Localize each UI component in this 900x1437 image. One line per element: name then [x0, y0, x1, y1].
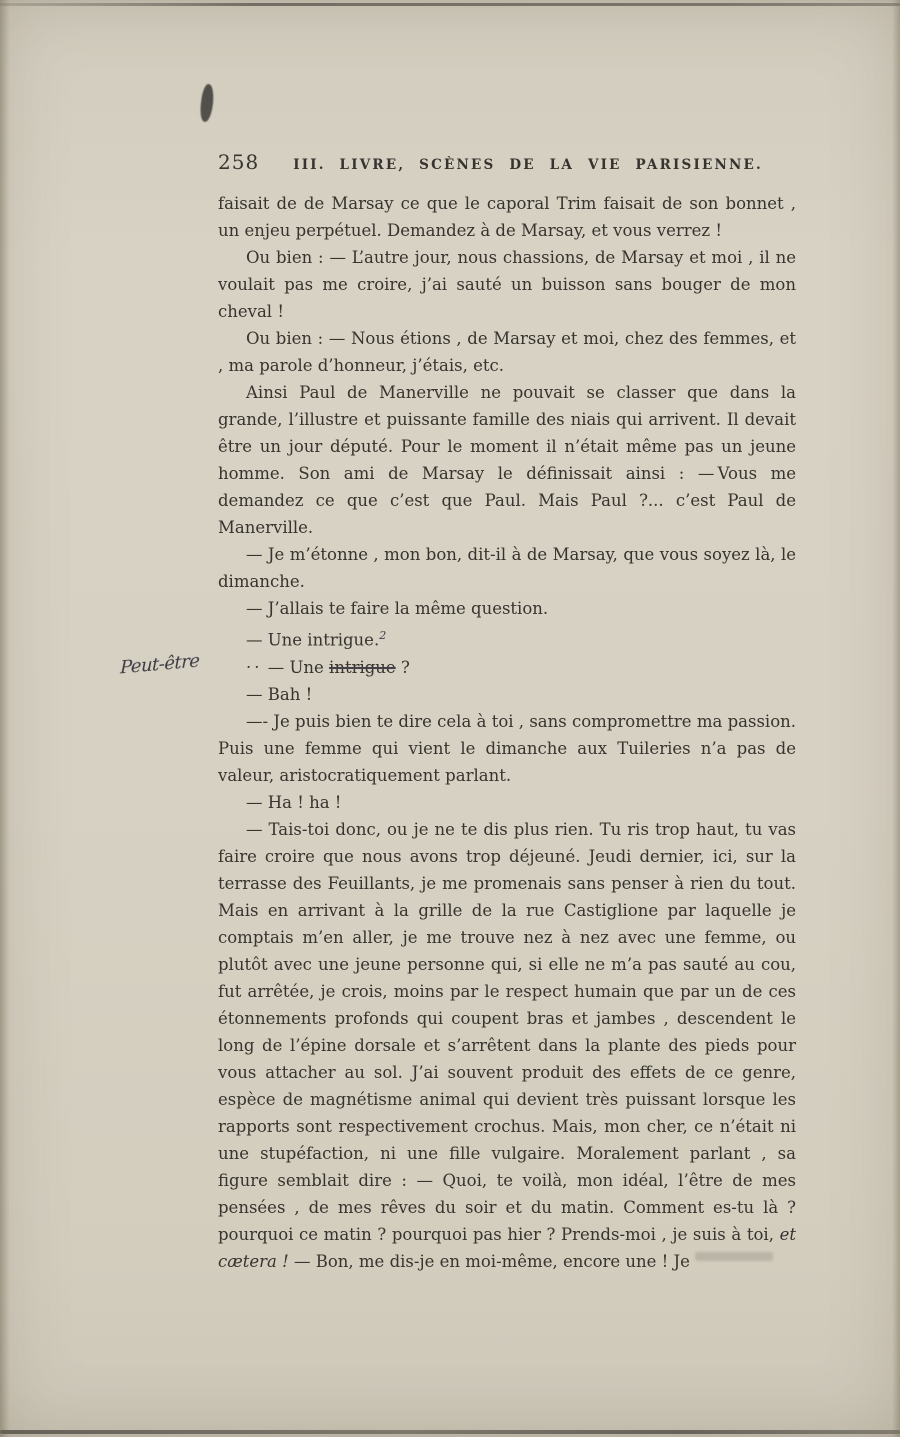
paragraph	[218, 708, 796, 789]
text-segment: Ou bien : — Nous étions , de Marsay et moi, chez des femmes, et , ma parole d’honneur, j’étais, etc.	[218, 329, 796, 375]
running-header: III. LIVRE, SCÈNES DE LA VIE PARISIENNE.	[293, 157, 763, 173]
paragraph	[218, 622, 796, 654]
text-segment: — Je m’étonne , mon bon, dit-il à de Marsay, que vous soyez là, le dimanche.	[218, 545, 796, 591]
paragraph	[218, 244, 796, 325]
text-segment: — Bon, me dis-je en moi-même, encore une ! Je	[288, 1251, 690, 1271]
text-segment: ?	[395, 657, 410, 677]
paragraph	[119, 649, 796, 681]
text-segment: ··	[246, 657, 263, 677]
text-segment: Ou bien : — L’autre jour, nous chassions, de Marsay et moi , il ne voulait pas me croire, j’ai sauté un buisson sans bouger de mon cheval !	[218, 248, 796, 321]
scan-edge-left	[0, 0, 10, 1437]
page-content	[119, 150, 796, 1275]
text-segment: — Ha ! ha !	[246, 792, 342, 812]
scan-edge-top	[0, 3, 900, 6]
paragraph	[218, 379, 796, 541]
text-segment: 2	[379, 629, 387, 642]
text-segment: — Une intrigue.	[246, 630, 380, 650]
body-text	[119, 190, 796, 1275]
paragraph	[218, 681, 796, 708]
scan-edge-right	[892, 0, 900, 1437]
paragraph	[218, 789, 796, 816]
paragraph	[218, 595, 796, 622]
paragraph	[218, 325, 796, 379]
handwritten-margin-note: Peut-être	[119, 649, 200, 679]
paragraph	[218, 816, 796, 1275]
scan-edge-bottom	[0, 1430, 900, 1434]
text-segment: — Une	[262, 657, 330, 677]
text-segment: — Bah !	[246, 684, 313, 704]
paragraph	[218, 190, 796, 244]
text-segment: — J’allais te faire la même question.	[246, 599, 549, 618]
text-segment: —- Je puis bien te dire cela à toi , sans compromettre ma passion. Puis une femme qui vient le dimanche aux Tuileries n’a pas de valeur, aristocratiquement parlant.	[218, 711, 796, 785]
text-segment: faisait de de Marsay ce que le caporal Trim faisait de son bonnet , un enjeu perpétuel. Demandez à de Marsay, et vous verrez !	[218, 194, 796, 240]
page-number: 258	[218, 150, 260, 174]
corner-ink-mark	[199, 83, 216, 122]
text-segment: et cætera !	[218, 1224, 796, 1271]
text-segment: Ainsi Paul de Manerville ne pouvait se classer que dans la grande, l’illustre et puissante famille des niais qui arrivent. Il devait être un jour député. Pour le moment il n’était même pas un jeune homme. Son ami de Marsay le définissait ainsi : — Vous me demandez ce que c’est que Paul. Mais Paul ?... c’est Paul de Manerville.	[218, 383, 796, 537]
struck-text: intrigue	[329, 657, 396, 677]
text-segment: — Tais-toi donc, ou je ne te dis plus rien. Tu ris trop haut, tu vas faire croire que nous avons trop déjeuné. Jeudi dernier, ici, sur la terrasse des Feuillants, je me promenais sans penser à rien du tout. Mais en arrivant à la grille de la rue Castiglione par laquelle je comptais m’en aller, je me trouve nez à nez avec une femme, ou plutôt avec une jeune personne qui, si elle ne m’a pas sauté au cou, fut arrêtée, je crois, moins par le respect humain que par un de ces étonnements profonds qui coupent bras et jambes , descendent le long de l’épine dorsale et s’arrêtent dans la plante des pieds pour vous attacher au sol. J’ai souvent produit des effets de ce genre, espèce de magnétisme animal qui devient très puissant lorsque les rapports sont respectivement crochus. Mais, mon cher, ce n’était ni une stupéfaction, ni une fille vulgaire. Moralement parlant , sa figure semblait dire : — Quoi, te voilà, mon idéal, l’être de mes pensées , de mes rêves du soir et du matin. Comment es-tu là ? pourquoi ce matin ? pourquoi pas hier ? Prends-moi , je suis à toi,	[218, 819, 796, 1244]
page-header	[218, 150, 796, 174]
paragraph	[218, 541, 796, 595]
